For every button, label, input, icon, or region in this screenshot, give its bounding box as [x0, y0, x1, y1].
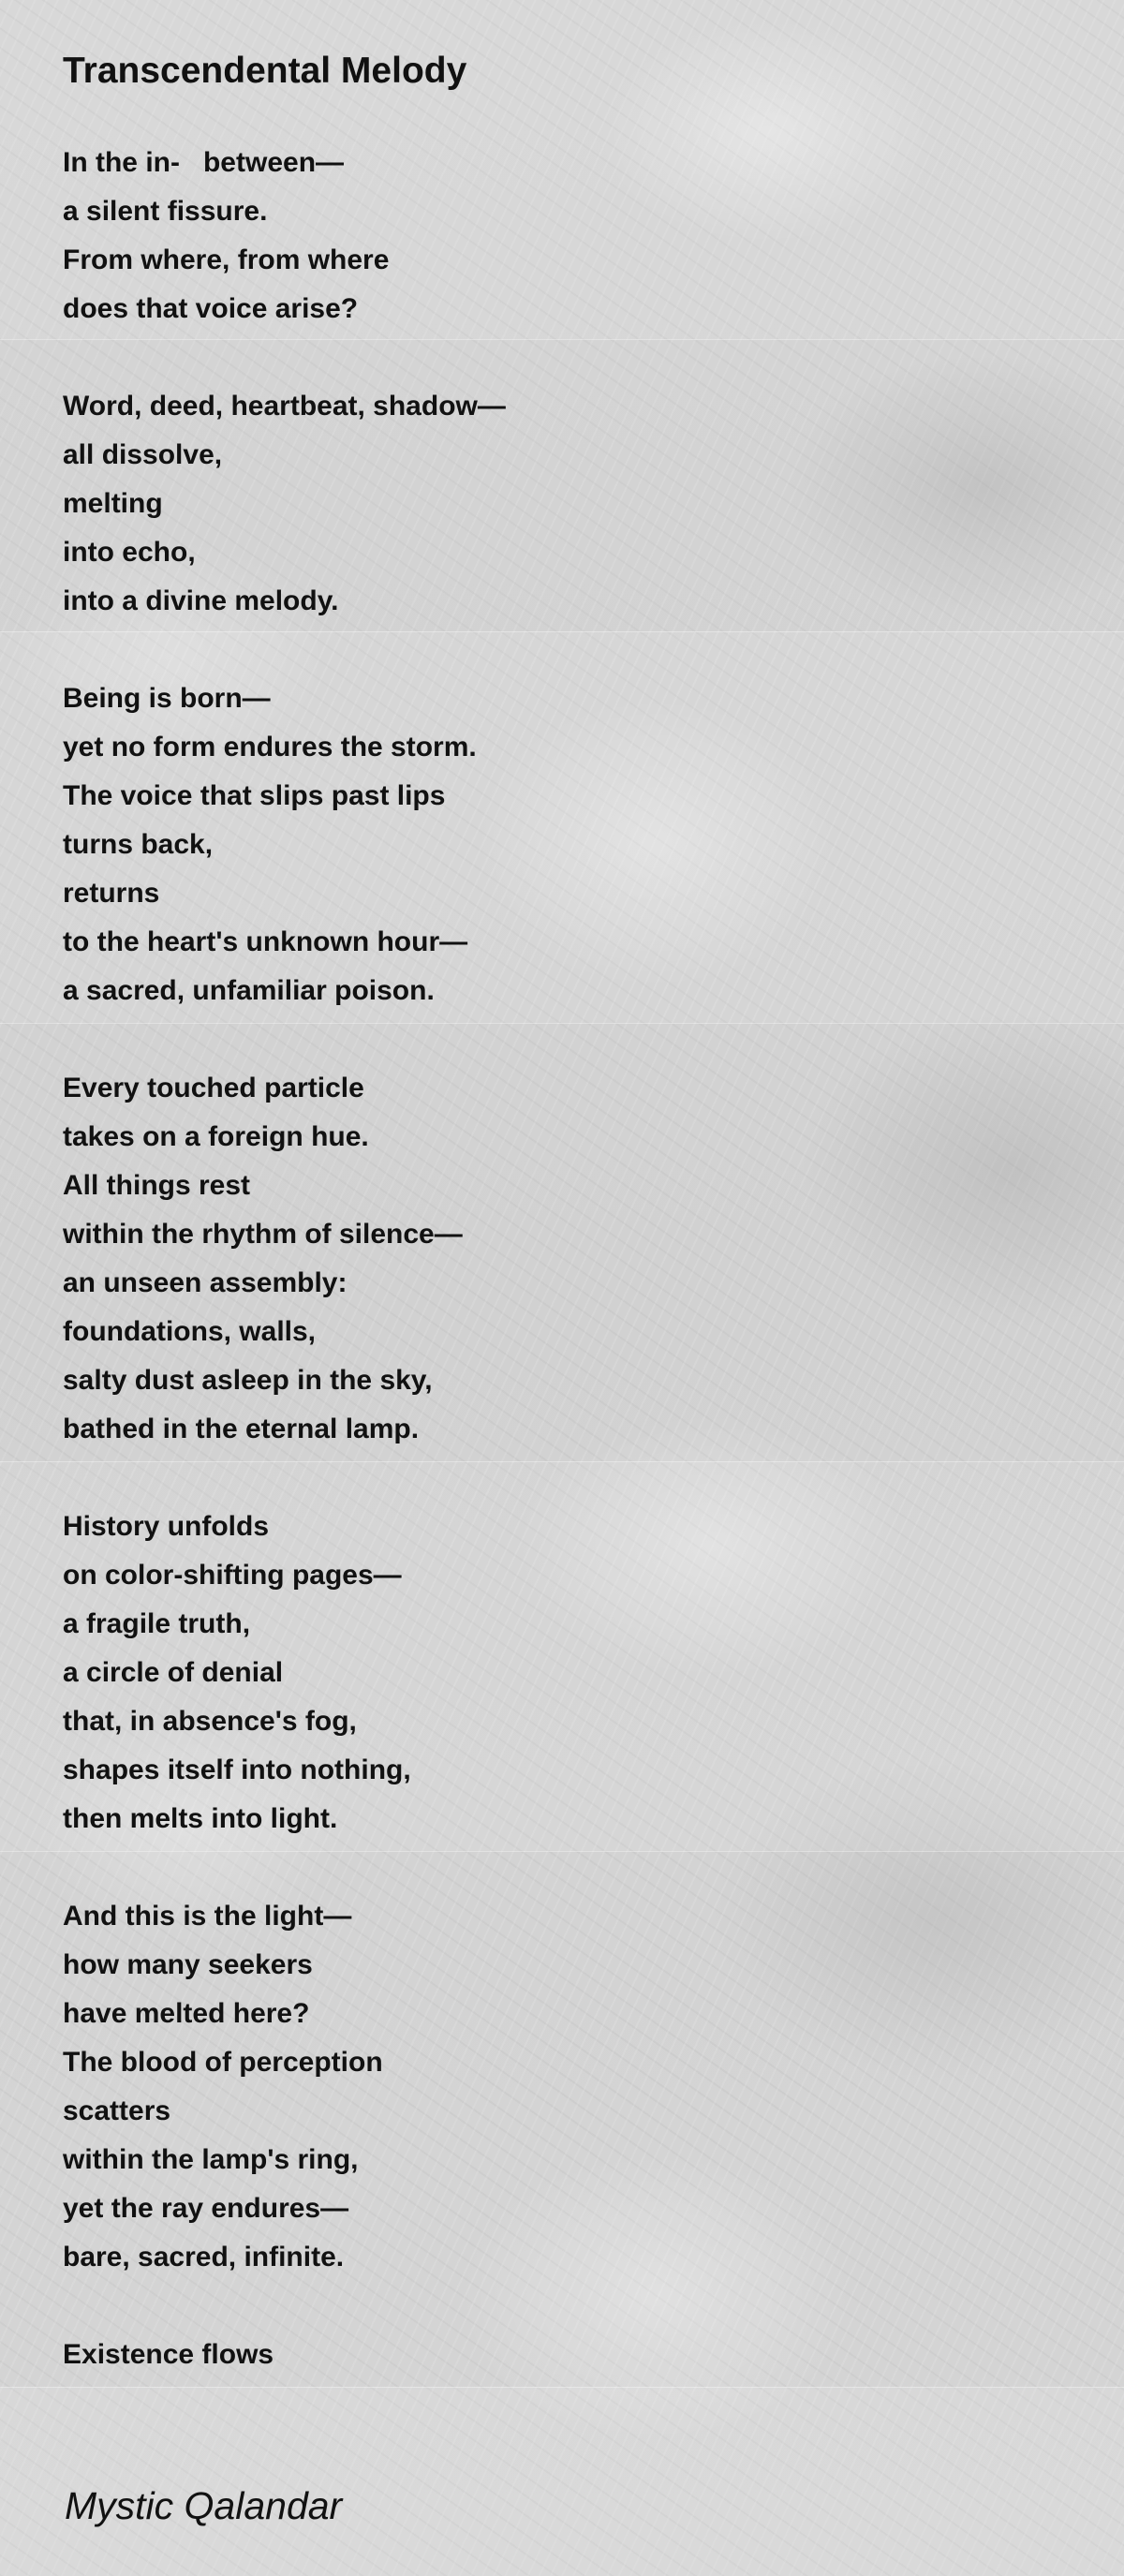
poem-line: bathed in the eternal lamp. — [63, 1414, 420, 1444]
background-band-7 — [0, 2387, 1124, 2576]
stanza-4 — [63, 1064, 463, 1454]
poem-line: yet no form endures the storm. — [63, 732, 477, 762]
poem-line: returns — [63, 878, 160, 909]
poem-line: In the in‐ between— — [63, 147, 345, 178]
poem-author: Mystic Qalandar — [65, 2484, 343, 2527]
poem-line: From where, from where — [63, 244, 390, 275]
band-divider — [0, 2387, 1124, 2388]
poem-line: yet the ray endures— — [63, 2193, 349, 2224]
poem-line: Being is born— — [63, 683, 271, 714]
poem-line: salty dust asleep in the sky, — [63, 1365, 433, 1396]
poem-line: all dissolve, — [63, 439, 223, 470]
poem-line: into echo, — [63, 537, 196, 568]
poem-line: a silent fissure. — [63, 196, 268, 227]
poem-line: an unseen assembly: — [63, 1267, 348, 1298]
band-divider — [0, 631, 1124, 632]
poem-line: Word, deed, heartbeat, shadow— — [63, 391, 506, 422]
poem-line: into a divine melody. — [63, 585, 339, 616]
poem-line: does that voice arise? — [63, 293, 359, 324]
poem-line: on color-shifting pages— — [63, 1560, 402, 1591]
poem-line: have melted here? — [63, 1998, 310, 2029]
poem-line: then melts into light. — [63, 1803, 338, 1834]
poem-line: Existence flows — [63, 2339, 274, 2370]
poem-line: within the rhythm of silence— — [63, 1219, 463, 1250]
band-divider — [0, 1461, 1124, 1462]
poem-line: bare, sacred, infinite. — [63, 2242, 345, 2273]
poem-line: takes on a foreign hue. — [63, 1121, 369, 1152]
poem-line: Every touched particle — [63, 1073, 364, 1103]
poem-line: melting — [63, 488, 163, 519]
poem-title: Transcendental Melody — [63, 51, 467, 91]
poem-line: And this is the light— — [63, 1901, 352, 1932]
poem-line: History unfolds — [63, 1511, 270, 1542]
poem-line: foundations, walls, — [63, 1316, 317, 1347]
poem-line: a sacred, unfamiliar poison. — [63, 975, 435, 1006]
poem-line: that, in absence's fog, — [63, 1706, 357, 1737]
poem-line: within the lamp's ring, — [63, 2144, 359, 2175]
band-divider — [0, 1023, 1124, 1024]
poem-line: All things rest — [63, 1170, 251, 1201]
poem-line: to the heart's unknown hour— — [63, 926, 468, 957]
stanza-3 — [63, 674, 477, 1015]
band-divider — [0, 339, 1124, 340]
stanza-5 — [63, 1503, 411, 1843]
band-divider — [0, 1851, 1124, 1852]
poem-line: The voice that slips past lips — [63, 780, 446, 811]
stanza-1 — [63, 139, 389, 333]
poem-line: a circle of denial — [63, 1657, 284, 1688]
stanza-7 — [63, 2331, 274, 2379]
poem-line: scatters — [63, 2095, 171, 2126]
poem-line: a fragile truth, — [63, 1608, 251, 1639]
poem-line: shapes itself into nothing, — [63, 1754, 411, 1785]
stanza-2 — [63, 382, 506, 626]
poem-line: turns back, — [63, 829, 214, 860]
stanza-6 — [63, 1892, 383, 2282]
poem-line: The blood of perception — [63, 2047, 383, 2078]
poem-line: how many seekers — [63, 1949, 313, 1980]
